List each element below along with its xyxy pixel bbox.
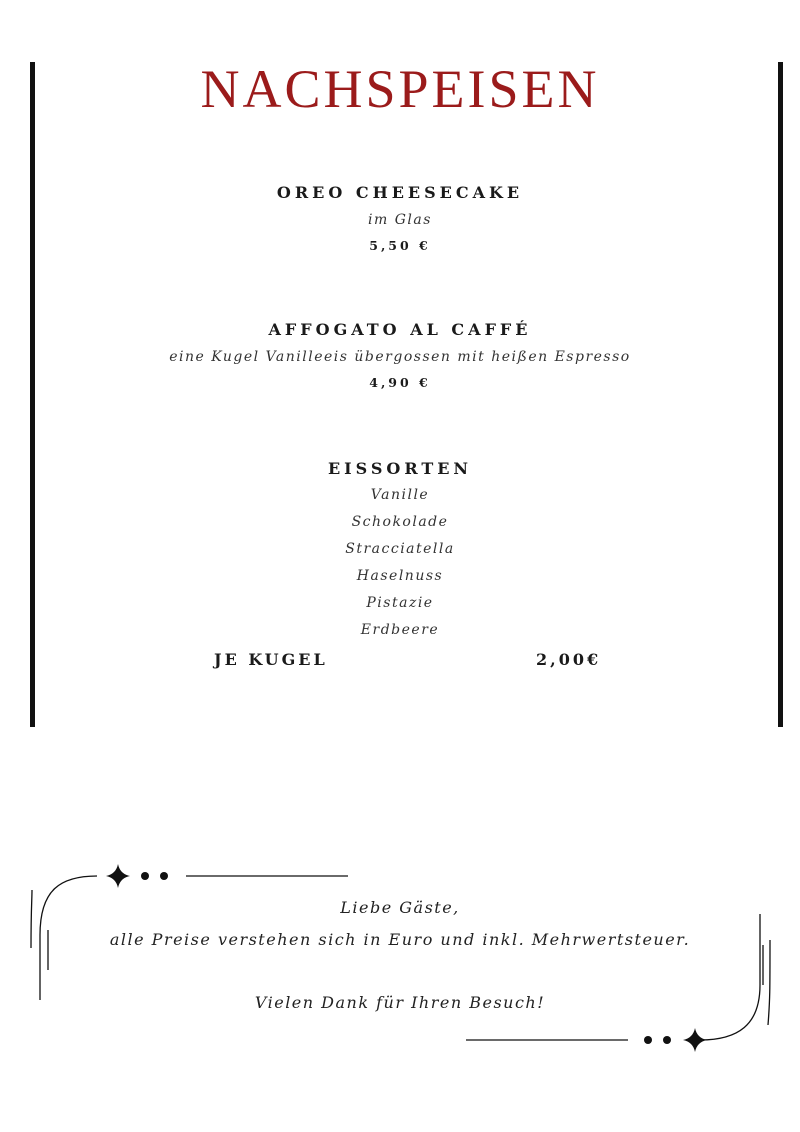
menu-item-description: eine Kugel Vanilleeis übergossen mit heißen Espresso xyxy=(169,349,631,365)
dot-icon xyxy=(160,872,168,880)
dot-icon xyxy=(644,1036,652,1044)
per-scoop-price: 2,00€ xyxy=(536,650,602,669)
flavor-item: Vanille xyxy=(370,487,430,503)
per-scoop-label: JE KUGEL xyxy=(214,650,328,669)
menu-item-description: im Glas xyxy=(368,212,432,228)
menu-item-name: OREO CHEESECAKE xyxy=(276,183,524,202)
flavor-item: Haselnuss xyxy=(356,568,444,584)
menu-item-name: AFFOGATO AL CAFFÉ xyxy=(268,320,532,339)
ice-heading: EISSORTEN xyxy=(327,459,473,478)
sparkle-icon xyxy=(106,864,130,888)
flavor-item: Erdbeere xyxy=(360,622,440,638)
flavor-item: Pistazie xyxy=(366,595,434,611)
dot-icon xyxy=(663,1036,671,1044)
menu-item-price: 4,90 € xyxy=(369,375,431,390)
footer-note: alle Preise verstehen sich in Euro und inkl. Mehrwertsteuer. xyxy=(109,930,691,949)
sparkle-icon xyxy=(683,1028,707,1052)
flavor-item: Schokolade xyxy=(351,514,449,530)
flavor-item: Stracciatella xyxy=(345,541,455,557)
footer-greeting: Liebe Gäste, xyxy=(340,898,460,917)
footer-thanks: Vielen Dank für Ihren Besuch! xyxy=(254,993,546,1012)
page-title: NACHSPEISEN xyxy=(200,59,600,119)
menu-item-price: 5,50 € xyxy=(369,238,431,253)
dot-icon xyxy=(141,872,149,880)
